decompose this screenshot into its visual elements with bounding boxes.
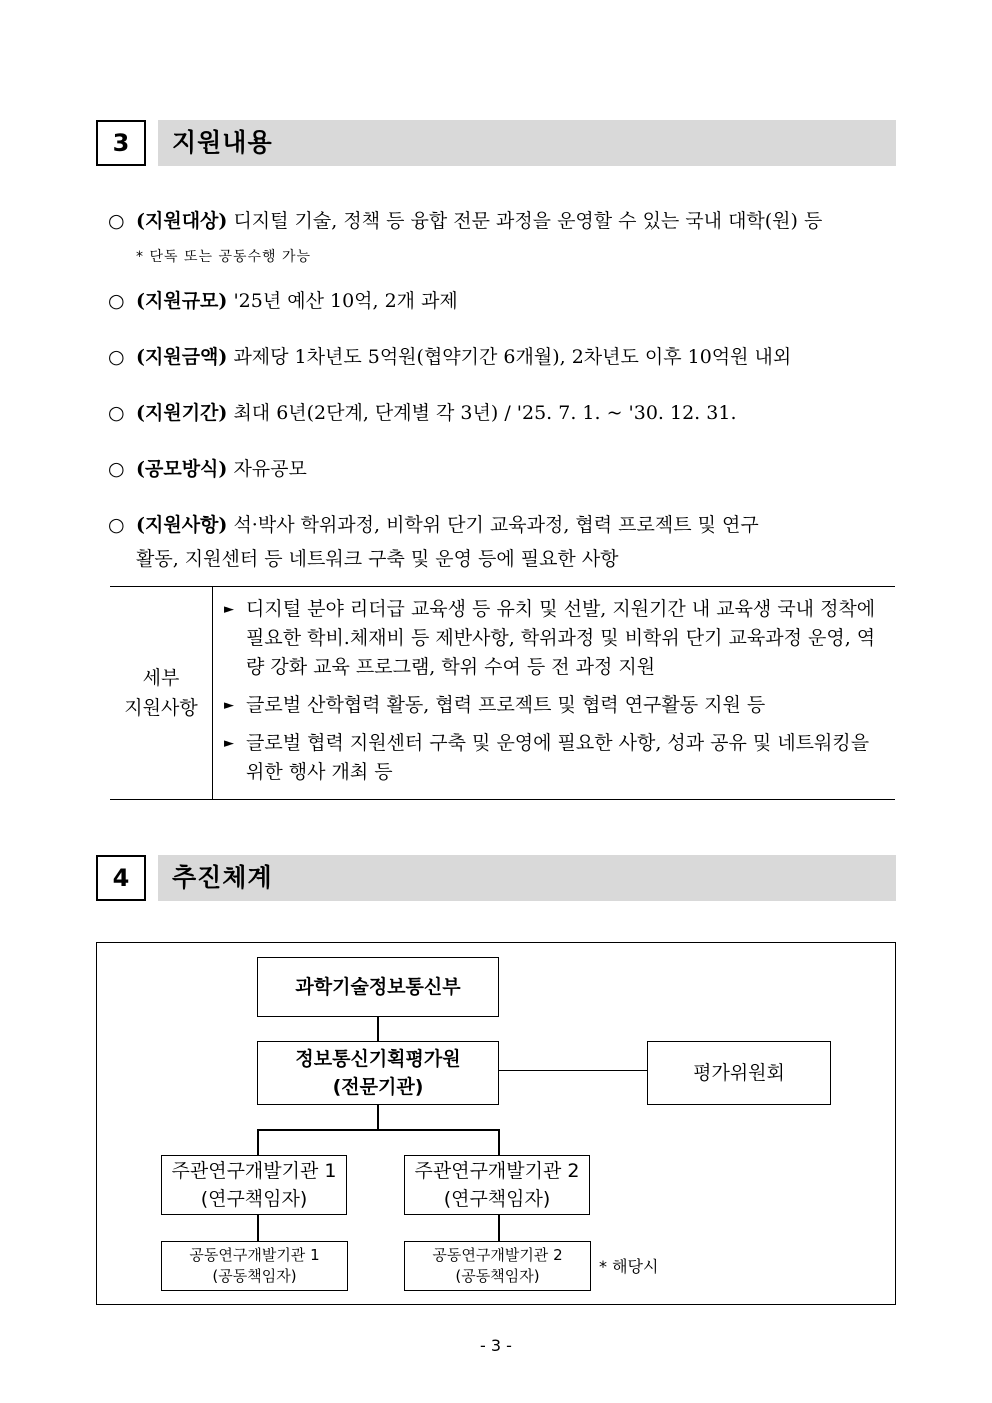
joint-institution-1-role: (공동책임자) <box>212 1267 297 1285</box>
item-label: (지원사항) <box>136 514 228 536</box>
detail-row <box>222 595 890 682</box>
detail-row-text: 글로벌 협력 지원센터 구축 및 운영에 필요한 사항, 성과 공유 및 네트워킹을 위한 행사 개최 등 <box>246 732 870 783</box>
detail-support-table <box>110 586 895 800</box>
item-support-amount <box>108 340 898 374</box>
item-call-method <box>108 452 898 486</box>
org-chart <box>96 942 896 1305</box>
lead-institution-2-role: (연구책임자) <box>443 1188 551 1210</box>
connector-line <box>257 1129 259 1155</box>
section-4-header <box>96 855 896 901</box>
bullet-icon: ○ <box>108 210 125 232</box>
page-number: - 3 - <box>480 1336 512 1355</box>
section-3-header <box>96 120 896 166</box>
joint-institution-1-box <box>161 1241 348 1291</box>
item-support-target <box>108 204 898 238</box>
detail-body <box>222 595 890 796</box>
joint-institution-2-role: (공동책임자) <box>455 1267 540 1285</box>
item-text: 과제당 1차년도 5억원(협약기간 6개월), 2차년도 이후 10억원 내외 <box>227 346 792 368</box>
bullet-icon: ○ <box>108 346 125 368</box>
item-text: '25년 예산 10억, 2개 과제 <box>227 290 458 312</box>
section-title: 지원내용 <box>172 128 273 157</box>
section-number: 3 <box>96 120 146 166</box>
detail-row <box>222 729 890 787</box>
detail-label <box>110 587 213 799</box>
triangle-bullet-icon: ► <box>224 698 234 713</box>
detail-row-text: 글로벌 산학협력 활동, 협력 프로젝트 및 협력 연구활동 지원 등 <box>246 694 766 716</box>
item-label: (지원규모) <box>136 290 228 312</box>
detail-label-line1: 세부 <box>142 667 180 689</box>
section-title-bar <box>158 120 896 166</box>
item-label: (지원기간) <box>136 402 228 424</box>
item-support-matters <box>108 508 898 576</box>
connector-line <box>499 1070 647 1071</box>
lead-institution-2-box <box>404 1155 590 1215</box>
ministry-name: 과학기술정보통신부 <box>295 976 461 998</box>
detail-row <box>222 691 890 720</box>
lead-institution-2-name: 주관연구개발기관 2 <box>414 1160 580 1182</box>
connector-line <box>498 1129 500 1155</box>
bullet-icon: ○ <box>108 290 125 312</box>
connector-line <box>377 1017 379 1041</box>
item-label: (공모방식) <box>136 458 228 480</box>
note: * 단독 또는 공동수행 가능 <box>136 249 312 265</box>
section-title-bar <box>158 855 896 901</box>
item-label: (지원금액) <box>136 346 228 368</box>
lead-institution-1-box <box>161 1155 347 1215</box>
section-number: 4 <box>96 855 146 901</box>
joint-institution-2-box <box>404 1241 591 1291</box>
connector-line <box>498 1215 500 1241</box>
connector-line <box>377 1105 379 1129</box>
triangle-bullet-icon: ► <box>224 602 234 617</box>
detail-label-line2: 지원사항 <box>124 697 198 719</box>
connector-line <box>257 1215 259 1241</box>
section-title: 추진체계 <box>172 863 273 892</box>
agency-box <box>257 1041 499 1105</box>
item-text-continued: 활동, 지원센터 등 네트워크 구축 및 운영 등에 필요한 사항 <box>136 548 619 570</box>
triangle-bullet-icon: ► <box>224 736 234 751</box>
bullet-icon: ○ <box>108 402 125 424</box>
agency-name: 정보통신기획평가원 <box>295 1048 461 1070</box>
item-label: (지원대상) <box>136 210 228 232</box>
detail-row-text: 디지털 분야 리더급 교육생 등 유치 및 선발, 지원기간 내 교육생 국내 정착에 필요한 학비.체재비 등 제반사항, 학위과정 및 비학위 단기 교육과정 운영, 역량 강화 교육 프로그램, 학위 수여 등 전 과정 지원 <box>246 598 876 678</box>
item-text: 석·박사 학위과정, 비학위 단기 교육과정, 협력 프로젝트 및 연구 <box>227 514 759 536</box>
lead-institution-1-name: 주관연구개발기관 1 <box>171 1160 337 1182</box>
item-support-period <box>108 396 898 430</box>
item-text: 디지털 기술, 정책 등 융합 전문 과정을 운영할 수 있는 국내 대학(원) 등 <box>227 210 823 232</box>
joint-institution-2-name: 공동연구개발기관 2 <box>432 1246 563 1264</box>
committee-name: 평가위원회 <box>693 1062 785 1084</box>
bullet-icon: ○ <box>108 514 125 536</box>
item-text: 최대 6년(2단계, 단계별 각 3년) / '25. 7. 1. ~ '30. 12. 31. <box>227 402 737 424</box>
bullet-icon: ○ <box>108 458 125 480</box>
item-support-scale <box>108 284 898 318</box>
if-applicable-note: * 해당시 <box>599 1257 659 1276</box>
connector-line <box>257 1129 499 1131</box>
joint-institution-1-name: 공동연구개발기관 1 <box>189 1246 320 1264</box>
agency-role: (전문기관) <box>332 1076 424 1098</box>
committee-box <box>647 1041 831 1105</box>
ministry-box <box>257 957 499 1017</box>
lead-institution-1-role: (연구책임자) <box>200 1188 308 1210</box>
item-text: 자유공모 <box>227 458 307 480</box>
